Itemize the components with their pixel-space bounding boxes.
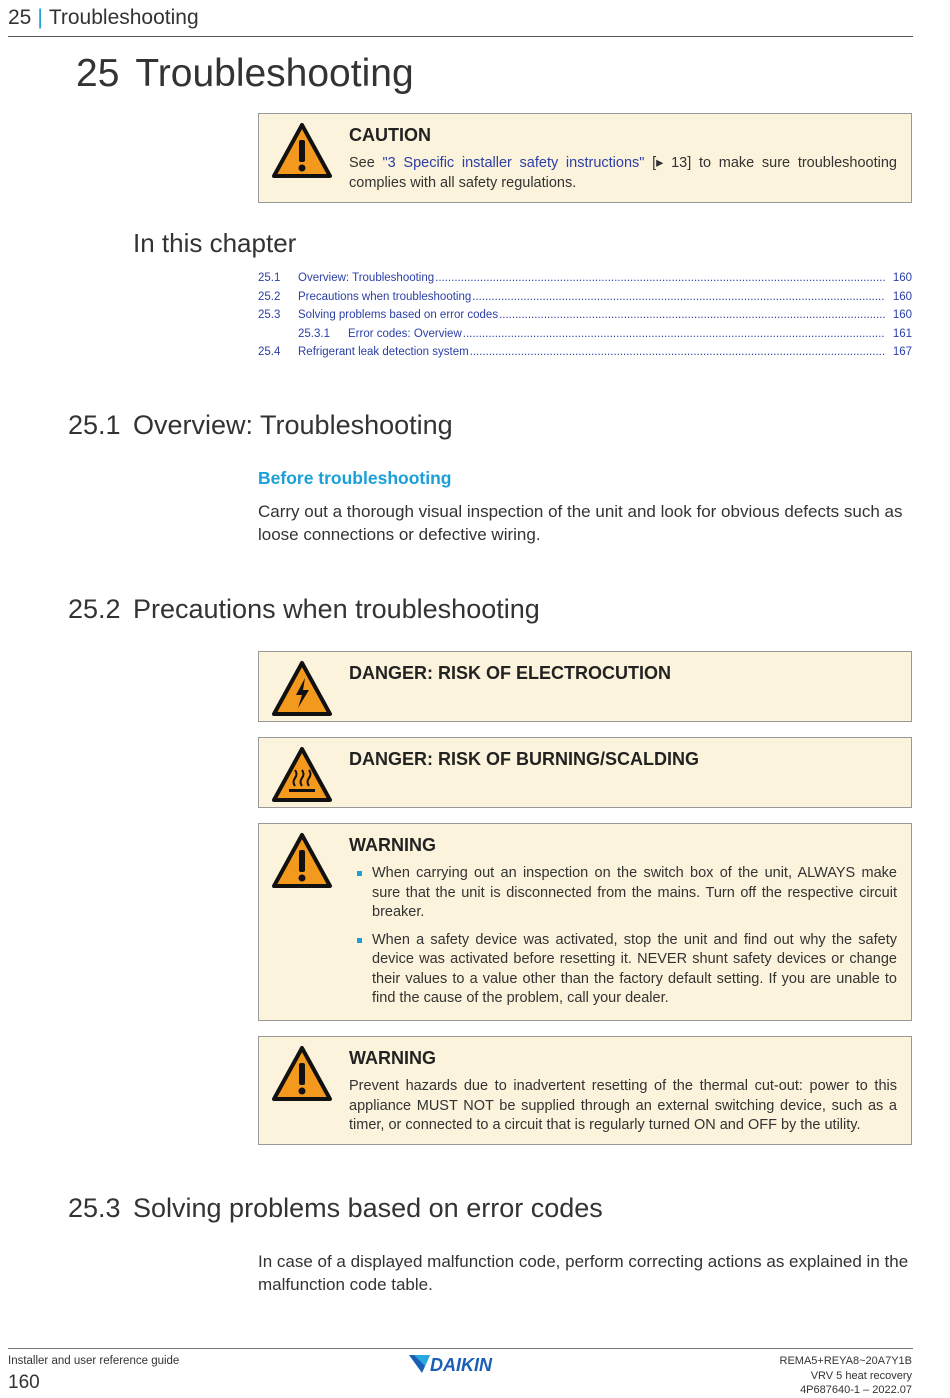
warning-title: WARNING [349,1048,436,1068]
caution-text-start: See [349,155,383,171]
header-rule [8,36,913,37]
footer-rule [8,1348,913,1349]
toc-item-text: Error codes: Overview [348,327,462,340]
danger-burning-box [258,737,912,808]
toc-list [258,272,912,365]
warning-bullet-list [349,864,897,1009]
toc-item-number: 25.3.1 [298,327,330,340]
toc-item[interactable] [258,272,912,291]
error-codes-paragraph: In case of a displayed malfunction code, perform correcting actions as explained in the malfunction code table. [258,1252,909,1294]
electric-shock-icon [271,660,333,718]
section-title: Solving problems based on error codes [133,1193,603,1223]
daikin-logo-mark [408,1354,512,1374]
toc-item-text: Overview: Troubleshooting [298,272,435,284]
toc-item-number: 25.1 [258,272,281,284]
toc-item-number: 25.3 [258,309,281,321]
toc-item-text: Solving problems based on error codes [298,309,499,321]
before-troubleshooting-heading: Before troubleshooting [258,468,452,488]
toc-item-page: 160 [892,272,912,284]
toc-leader [470,346,885,358]
toc-item-page: 160 [892,309,912,321]
warning-text: Prevent hazards due to inadvertent resetting of the thermal cut-out: power to this appliance MUST NOT be supplied through an external switching device, such as a timer, or connected to a circuit that is regularly turned ON and OFF by the utility. [349,1078,897,1133]
section-heading-25-2 [68,594,540,625]
footer-product: VRV 5 heat recovery [810,1369,912,1382]
daikin-logo [408,1354,512,1374]
toc-leader [472,291,885,303]
toc-item-number: 25.4 [258,346,281,358]
section-number: 25.1 [68,410,121,440]
toc-item-page: 167 [892,346,912,358]
toc-leader [499,309,885,321]
safety-instructions-link[interactable]: "3 Specific installer safety instructions" [382,155,645,171]
toc-item[interactable] [258,291,912,310]
warning-bullet: When carrying out an inspection on the switch box of the unit, ALWAYS make sure that the unit is disconnected from the mains. Turn off the respective circuit breaker. [349,864,897,923]
header-separator: | [37,6,43,29]
running-header [8,6,199,30]
daikin-logo-text: DAIKIN [430,1355,492,1374]
toc-item-page: 161 [892,327,912,340]
chapter-title [76,52,414,96]
chapter-number: 25 [76,52,120,95]
warning-triangle-icon [271,832,333,890]
section-number: 25.3 [68,1193,121,1223]
toc-heading: In this chapter [133,228,297,258]
toc-item-text: Refrigerant leak detection system [298,346,469,358]
overview-paragraph: Carry out a thorough visual inspection of the unit and look for obvious defects such as loose connections or defective wiring. [258,502,903,544]
footer-doc-info [780,1354,912,1398]
caution-box [258,113,912,203]
chapter-title-text: Troubleshooting [135,52,414,95]
warning-triangle-icon [271,122,333,180]
footer-doc-number: 4P687640-1 – 2022.07 [800,1384,912,1396]
toc-item[interactable] [258,309,912,328]
warning-triangle-icon [271,1045,333,1103]
section-title: Precautions when troubleshooting [133,594,540,624]
toc-leader [463,328,885,340]
section-heading-25-3 [68,1193,603,1224]
toc-subitem[interactable] [258,328,912,347]
toc-item-number: 25.2 [258,290,281,303]
caution-title: CAUTION [349,125,431,145]
warning-box-1 [258,823,912,1021]
section-number: 25.2 [68,594,121,624]
hot-surface-icon [271,746,333,804]
section-title: Overview: Troubleshooting [133,410,453,440]
danger-electrocution-title: DANGER: RISK OF ELECTROCUTION [349,663,671,683]
toc-item-page: 160 [892,290,912,303]
footer-page-number: 160 [8,1372,40,1393]
warning-box-2 [258,1036,912,1145]
danger-electrocution-box [258,651,912,722]
toc-leader [435,272,885,284]
footer-model: REMA5+REYA8~20A7Y1B [779,1355,912,1367]
toc-item[interactable] [258,346,912,365]
caution-page-ref: [▸ 13] [644,155,692,171]
caution-text-end: to make sure troubleshooting complies with all safety regulations. [349,155,897,191]
danger-burning-title: DANGER: RISK OF BURNING/SCALDING [349,749,699,769]
section-heading-25-1 [68,410,453,441]
caution-text [349,154,897,193]
warning-bullet: When a safety device was activated, stop the unit and find out why the safety device was activated before resetting it. NEVER shunt safety devices or change their values to a value other than the factory default setting. If you are unable to find the cause of the problem, call your dealer. [349,931,897,1009]
warning-title: WARNING [349,835,436,855]
footer-guide-title: Installer and user reference guide [8,1355,180,1367]
header-chapter-num: 25 [8,6,32,29]
header-chapter-name: Troubleshooting [48,6,199,29]
toc-item-text: Precautions when troubleshooting [298,290,472,303]
